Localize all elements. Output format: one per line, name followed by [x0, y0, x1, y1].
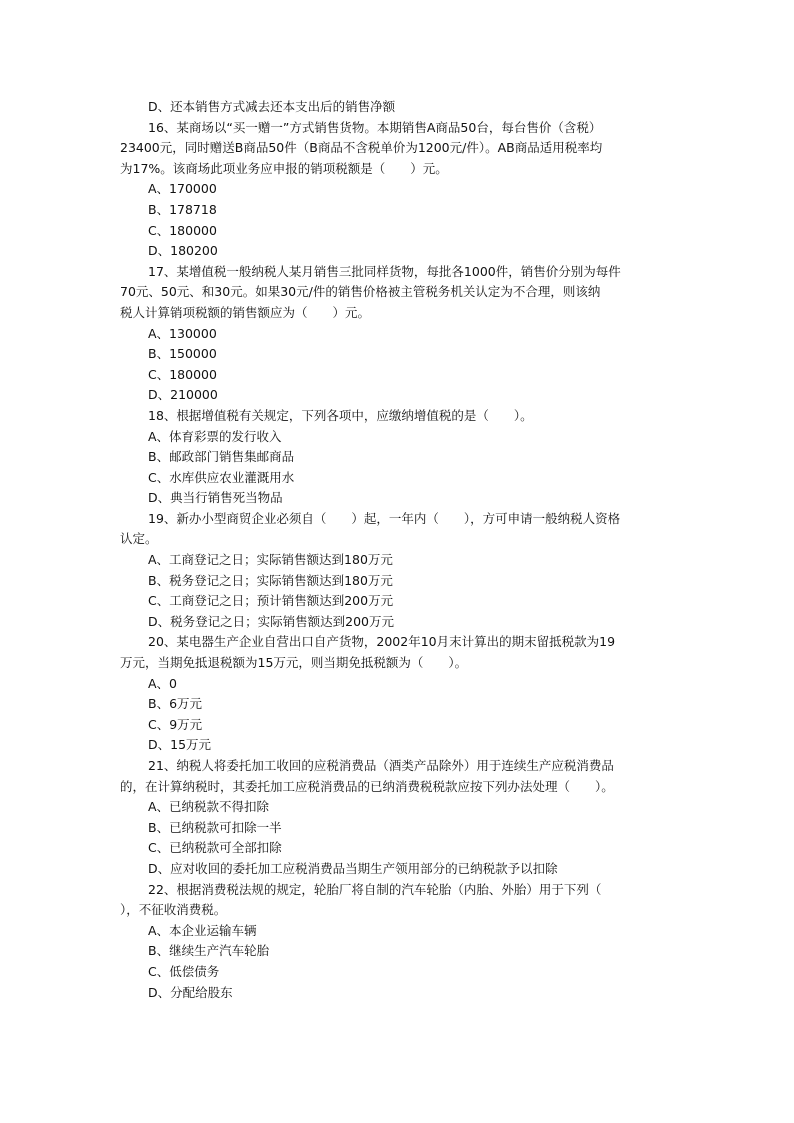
text-line: D、210000 [148, 387, 218, 403]
text-line: B、150000 [148, 346, 217, 362]
text-line: B、继续生产汽车轮胎 [148, 943, 270, 959]
text-line: C、水库供应农业灌溉用水 [148, 469, 295, 485]
text-line: 19、新办小型商贸企业必须自（ ）起，一年内（ ），方可申请一般纳税人资格 [148, 510, 621, 526]
text-line: C、9万元 [148, 716, 203, 732]
text-line: 税人计算销项税额的销售额应为（ ）元。 [120, 304, 371, 320]
text-line: 万元，当期免抵退税额为15万元，则当期免抵税额为（ ）。 [120, 655, 468, 671]
text-line: 16、某商场以“买一赠一”方式销售货物。本期销售A商品50台，每台售价（含税） [148, 119, 602, 135]
document-page [120, 97, 680, 1003]
text-line: C、180000 [148, 366, 217, 382]
text-line: 18、根据增值税有关规定，下列各项中，应缴纳增值税的是（ ）。 [148, 407, 533, 423]
text-line: D、还本销售方式减去还本支出后的销售净额 [148, 99, 396, 114]
text-line: 22、根据消费税法规的规定，轮胎厂将自制的汽车轮胎（内胎、外胎）用于下列（ [148, 881, 602, 897]
text-line: B、邮政部门销售集邮商品 [148, 449, 295, 465]
text-line: A、工商登记之日；实际销售额达到180万元 [148, 552, 393, 568]
text-line: A、130000 [148, 325, 217, 341]
text-line: B、6万元 [148, 696, 203, 712]
text-line: A、本企业运输车辆 [148, 922, 257, 938]
text-line: C、工商登记之日；预计销售额达到200万元 [148, 593, 394, 609]
text-line: 认定。 [120, 531, 158, 547]
text-line: D、15万元 [148, 737, 212, 753]
text-line: 为17%。该商场此项业务应申报的销项税额是（ ）元。 [120, 160, 448, 176]
text-line: A、0 [148, 675, 178, 691]
text-line: C、已纳税款可全部扣除 [148, 840, 282, 856]
text-line: 21、纳税人将委托加工收回的应税消费品（酒类产品除外）用于连续生产应税消费品 [148, 758, 614, 773]
text-line: A、170000 [148, 181, 217, 197]
text-line: 23400元，同时赠送B商品50件（B商品不含税单价为1200元/件）。AB商品适用税率均 [120, 140, 603, 156]
text-line: D、180200 [148, 243, 218, 259]
text-line: 70元、50元、和30元。如果30元/件的销售价格被主管税务机关认定为不合理，则该纳 [120, 284, 601, 300]
text-line: D、税务登记之日；实际销售额达到200万元 [148, 613, 394, 629]
text-line: C、低偿债务 [148, 963, 220, 979]
text-line: B、178718 [148, 201, 217, 217]
text-line: B、税务登记之日；实际销售额达到180万元 [148, 572, 393, 588]
text-line: A、已纳税款不得扣除 [148, 799, 270, 815]
text-line: B、已纳税款可扣除一半 [148, 819, 282, 835]
text-line: D、应对收回的委托加工应税消费品当期生产领用部分的已纳税款予以扣除 [148, 860, 558, 876]
text-line: 的，在计算纳税时，其委托加工应税消费品的已纳消费税税款应按下列办法处理（ ）。 [120, 778, 614, 794]
text-line: C、180000 [148, 222, 217, 238]
text-line: 20、某电器生产企业自营出口自产货物，2002年10月末计算出的期末留抵税款为19 [148, 634, 616, 650]
text-line: A、体育彩票的发行收入 [148, 428, 282, 444]
text-line: D、分配给股东 [148, 984, 233, 1000]
text-line: ），不征收消费税。 [120, 902, 227, 918]
text-line: D、典当行销售死当物品 [148, 490, 283, 506]
text-line: 17、某增值税一般纳税人某月销售三批同样货物，每批各1000件，销售价分别为每件 [148, 263, 621, 279]
